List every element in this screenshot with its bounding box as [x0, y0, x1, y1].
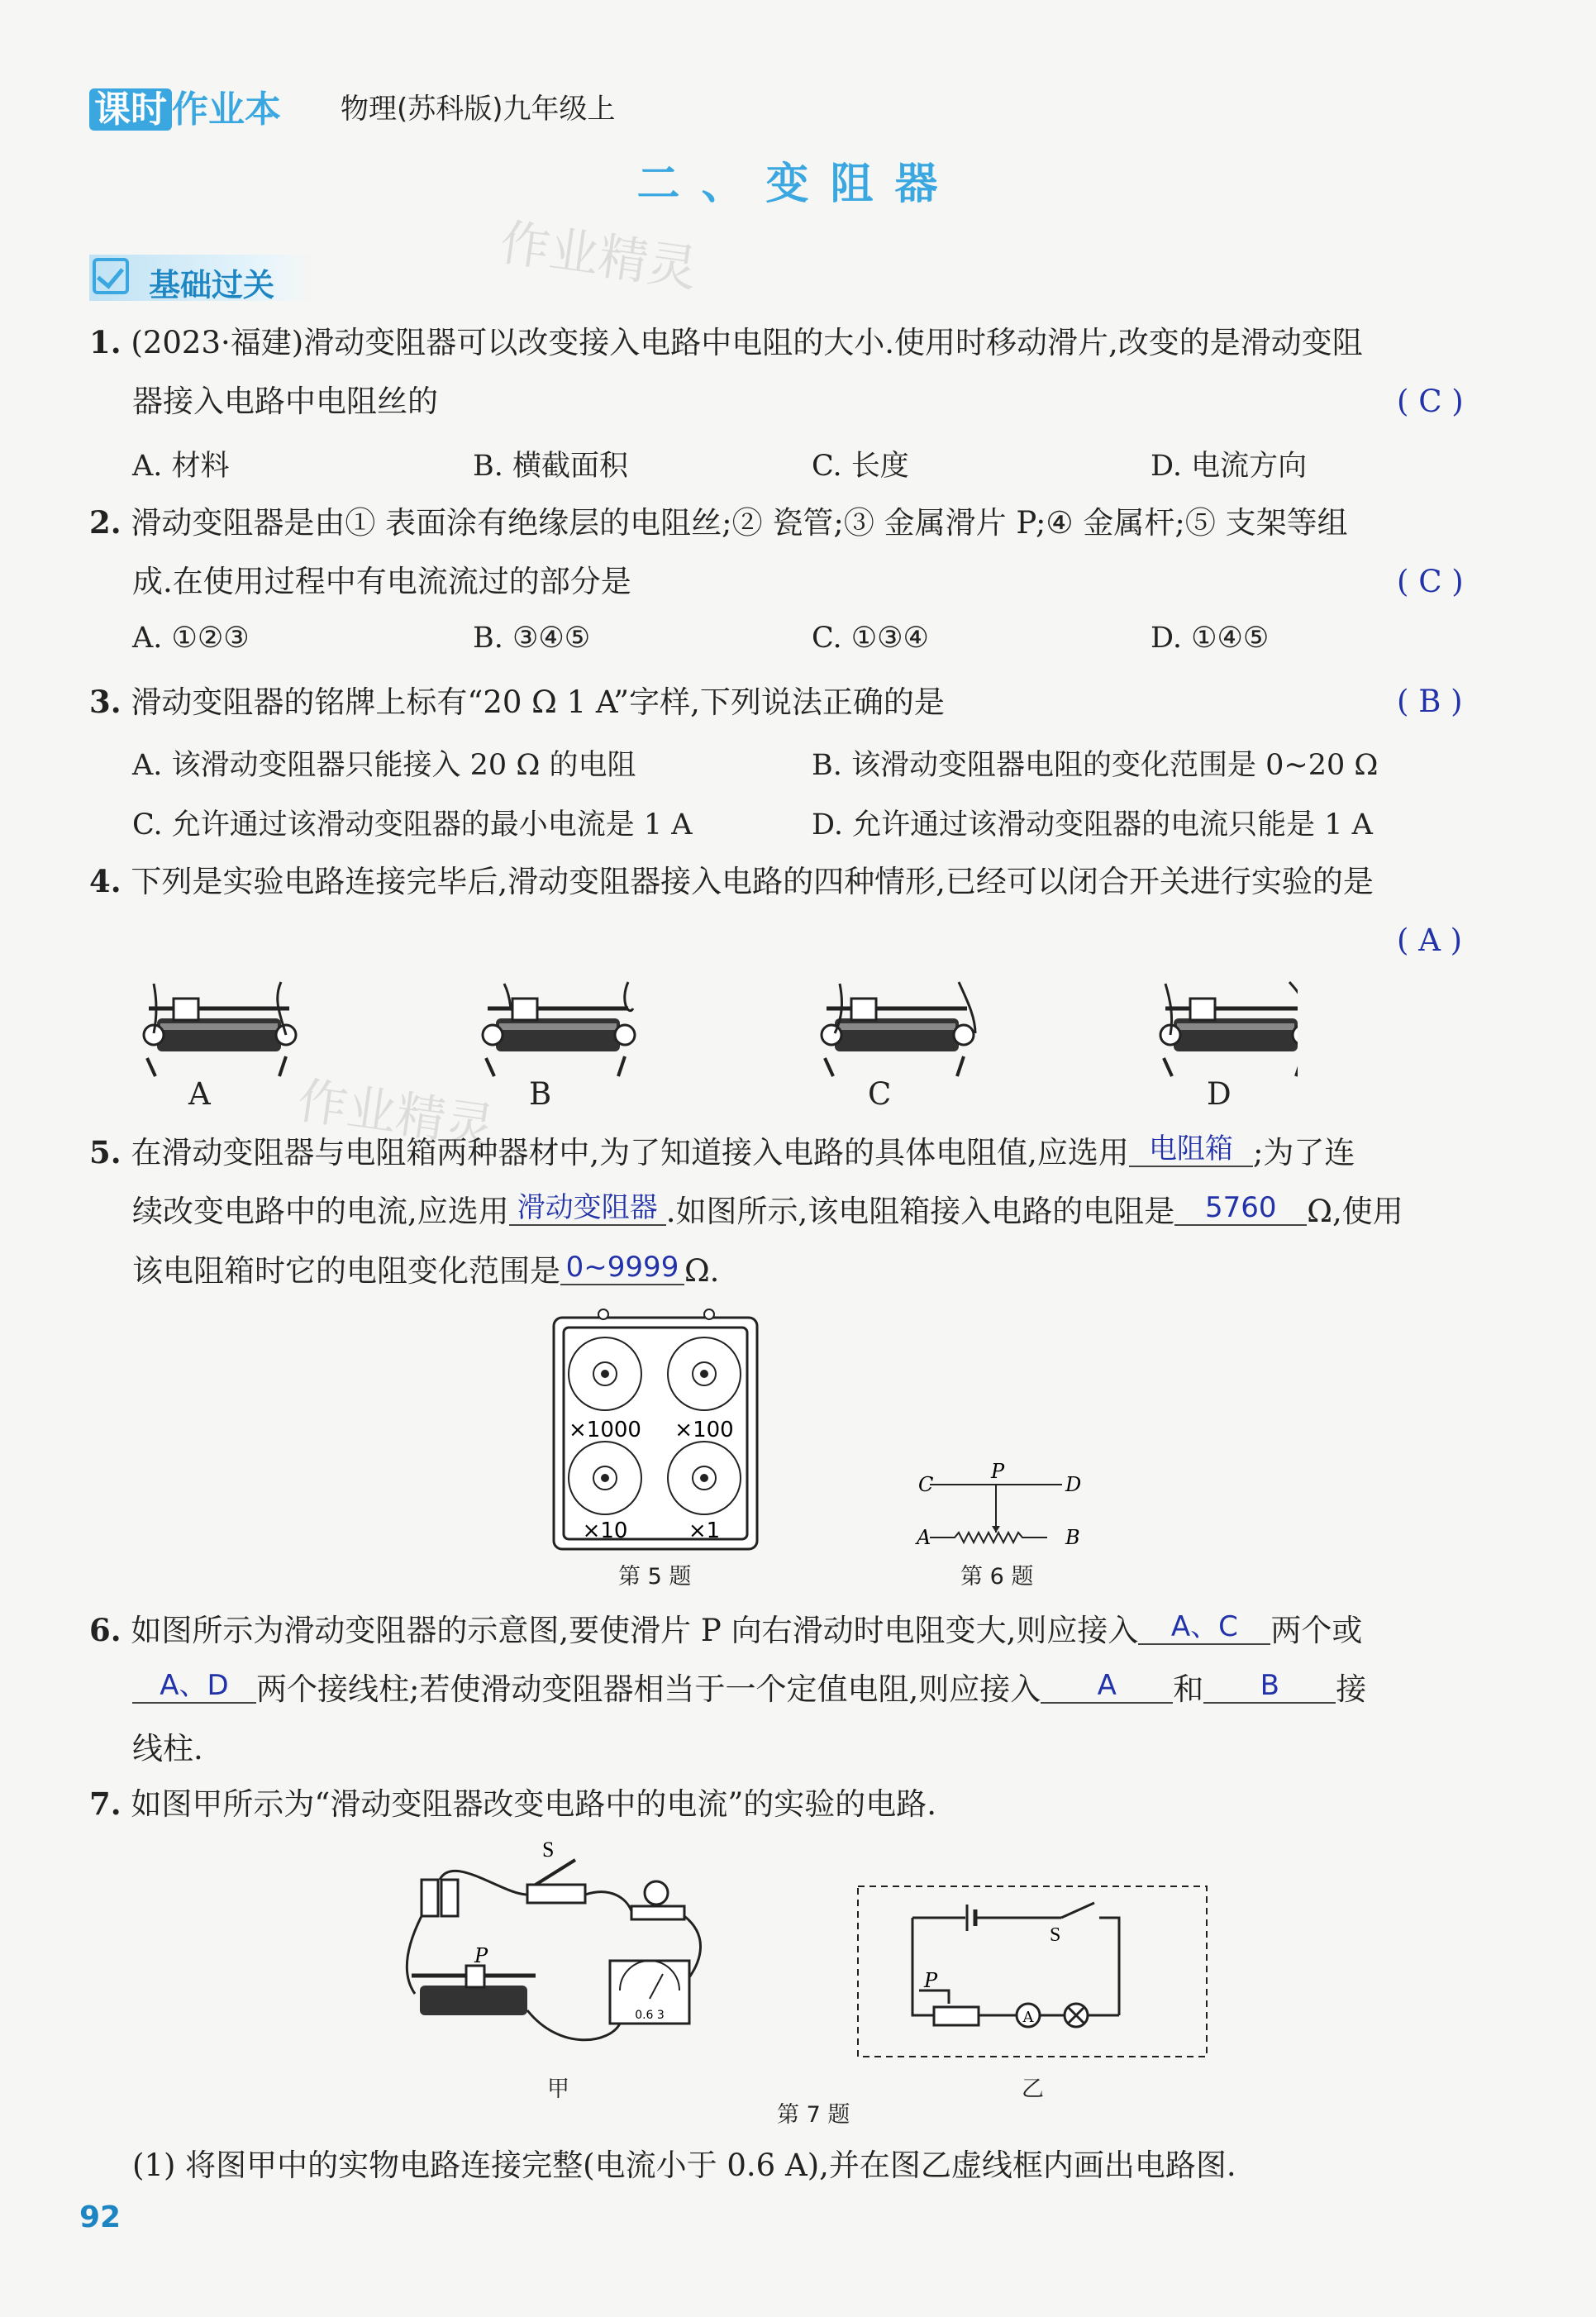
- q3-option: C. 允许通过该滑动变阻器的最小电流是 1 A: [132, 808, 693, 841]
- section-banner: [89, 255, 312, 301]
- page-title: 二、变阻器: [636, 160, 960, 209]
- q7-sub1: (1) 将图甲中的实物电路连接完整(电流小于 0.6 A),并在图乙虚线框内画出电路图.: [132, 2148, 1236, 2183]
- q4-rheostat-figures: [124, 975, 1298, 1116]
- q1-answer: ( C ): [1397, 384, 1464, 419]
- q1-line2: 器接入电路中电阻丝的: [132, 384, 438, 419]
- q4-label: A: [188, 1076, 211, 1112]
- terminal-label: C: [918, 1473, 934, 1496]
- q1-option: D. 电流方向: [1151, 450, 1308, 483]
- slider-label: P: [474, 1944, 488, 1967]
- q5-blank-2[interactable]: 滑动变阻器: [509, 1191, 666, 1226]
- watermark: 作业精灵: [496, 213, 702, 299]
- q6-line2: A、D 两个接线柱;若使滑动变阻器相当于一个定值电阻,则应接入 A 和 B 接: [132, 1670, 1366, 1709]
- q6-line1: 6. 如图所示为滑动变阻器的示意图,要使滑片 P 向右滑动时电阻变大,则应接入 A、C 两个或: [89, 1610, 1363, 1648]
- q5-blank-4[interactable]: 0~9999: [560, 1251, 684, 1285]
- fig7-yi-circuit-box: [855, 1883, 1210, 2060]
- fig-jia-label: 甲: [547, 2076, 569, 2102]
- battery-icon: [422, 1880, 458, 1916]
- q1-option: B. 横截面积: [473, 450, 628, 483]
- book-subtitle: 物理(苏科版)九年级上: [341, 93, 616, 126]
- switch-label: S: [1050, 1924, 1061, 1946]
- rheostat-a: [144, 982, 296, 1076]
- lamp-symbol-icon: [1065, 2004, 1088, 2027]
- q5-line3: 该电阻箱时它的电阻变化范围是 0~9999 Ω.: [132, 1251, 720, 1289]
- fig7-jia-apparatus: [403, 1837, 717, 2060]
- q1-option: C. 长度: [812, 450, 909, 483]
- ammeter-symbol-icon: [1017, 2004, 1040, 2027]
- q6-blank-1[interactable]: A、C: [1138, 1610, 1270, 1645]
- q6-blank-2[interactable]: A、D: [132, 1669, 256, 1704]
- q2-answer: ( C ): [1397, 564, 1464, 599]
- q4-label: B: [529, 1076, 552, 1112]
- fig7-caption: 第 7 题: [777, 2102, 850, 2128]
- q3-option: D. 允许通过该滑动变阻器的电流只能是 1 A: [812, 808, 1373, 841]
- rheostat-c: [822, 982, 975, 1076]
- q5-blank-3[interactable]: 5760: [1174, 1191, 1307, 1226]
- q2-option: C. ①③④: [812, 622, 929, 655]
- q3-line1: 3. 滑动变阻器的铭牌上标有“20 Ω 1 A”字样,下列说法正确的是: [89, 684, 945, 720]
- resistance-box-figure: [552, 1306, 759, 1554]
- terminal-label: B: [1065, 1526, 1080, 1549]
- bulb-icon: [631, 1881, 684, 1919]
- terminal-label: P: [991, 1463, 1005, 1483]
- terminal-label: D: [1065, 1473, 1082, 1496]
- switch-symbol-icon: [1061, 1903, 1094, 1918]
- q3-option: A. 该滑动变阻器只能接入 20 Ω 的电阻: [132, 749, 636, 782]
- q1-line1: 1. (2023·福建)滑动变阻器可以改变接入电路中电阻的大小.使用时移动滑片,改变的是滑动变阻: [89, 324, 1363, 360]
- page-number: 92: [79, 2200, 121, 2234]
- logo: 课时 作业本: [89, 79, 281, 132]
- rheostat-d: [1160, 982, 1298, 1076]
- q1-option: A. 材料: [132, 450, 230, 483]
- section-title: 基础过关: [149, 267, 275, 303]
- ammeter-scale: 0.6 3: [635, 2009, 665, 2022]
- q4-answer: ( A ): [1397, 923, 1463, 958]
- rheostat-schematic: [913, 1463, 1087, 1554]
- rheostat-symbol-icon: [919, 1990, 979, 2025]
- terminal-label: A: [917, 1526, 931, 1549]
- q2-line1: 2. 滑动变阻器是由① 表面涂有绝缘层的电阻丝;② 瓷管;③ 金属滑片 P;④ 金属杆;⑤ 支架等组: [89, 504, 1348, 541]
- dial-label: ×10: [582, 1518, 628, 1543]
- q2-option: D. ①④⑤: [1151, 622, 1270, 655]
- q2-option: B. ③④⑤: [473, 622, 591, 655]
- svg-text:A: A: [1022, 2009, 1034, 2026]
- switch-label: S: [542, 1838, 555, 1862]
- dial-label: ×100: [674, 1418, 734, 1442]
- q3-option: B. 该滑动变阻器电阻的变化范围是 0~20 Ω: [812, 749, 1379, 782]
- q5-blank-1[interactable]: 电阻箱: [1129, 1132, 1253, 1167]
- q4-label: C: [868, 1076, 892, 1112]
- q2-line2: 成.在使用过程中有电流流过的部分是: [132, 564, 631, 599]
- q6-line3: 线柱.: [132, 1731, 203, 1766]
- rheostat-icon: [412, 1966, 536, 2015]
- q7-line1: 7. 如图甲所示为“滑动变阻器改变电路中的电流”的实验的电路.: [89, 1785, 936, 1822]
- fig-yi-label: 乙: [1022, 2076, 1044, 2102]
- battery-symbol-icon: [967, 1905, 975, 1931]
- q6-blank-4[interactable]: B: [1203, 1669, 1336, 1704]
- slider-label: P: [924, 1969, 938, 1992]
- q5-line2: 续改变电路中的电流,应选用 滑动变阻器 .如图所示,该电阻箱接入电路的电阻是 5760 Ω,使用: [132, 1191, 1403, 1229]
- rheostat-b: [483, 982, 635, 1076]
- fig6-caption: 第 6 题: [960, 1564, 1034, 1590]
- q3-answer: ( B ): [1397, 684, 1463, 719]
- watermark: 作业精灵: [293, 1071, 499, 1157]
- q4-line1: 4. 下列是实验电路连接完毕后,滑动变阻器接入电路的四种情形,已经可以闭合开关进行实验的是: [89, 863, 1374, 899]
- dial-label: ×1000: [569, 1418, 641, 1442]
- fig5-caption: 第 5 题: [618, 1564, 692, 1590]
- q6-blank-3[interactable]: A: [1041, 1669, 1173, 1704]
- dial-label: ×1: [688, 1518, 721, 1543]
- q2-option: A. ①②③: [132, 622, 250, 655]
- switch-icon: [527, 1860, 585, 1903]
- q5-line1: 5. 在滑动变阻器与电阻箱两种器材中,为了知道接入电路的具体电阻值,应选用 电阻箱 ;为了连: [89, 1132, 1355, 1170]
- q4-label: D: [1207, 1076, 1232, 1112]
- check-icon: [93, 258, 129, 294]
